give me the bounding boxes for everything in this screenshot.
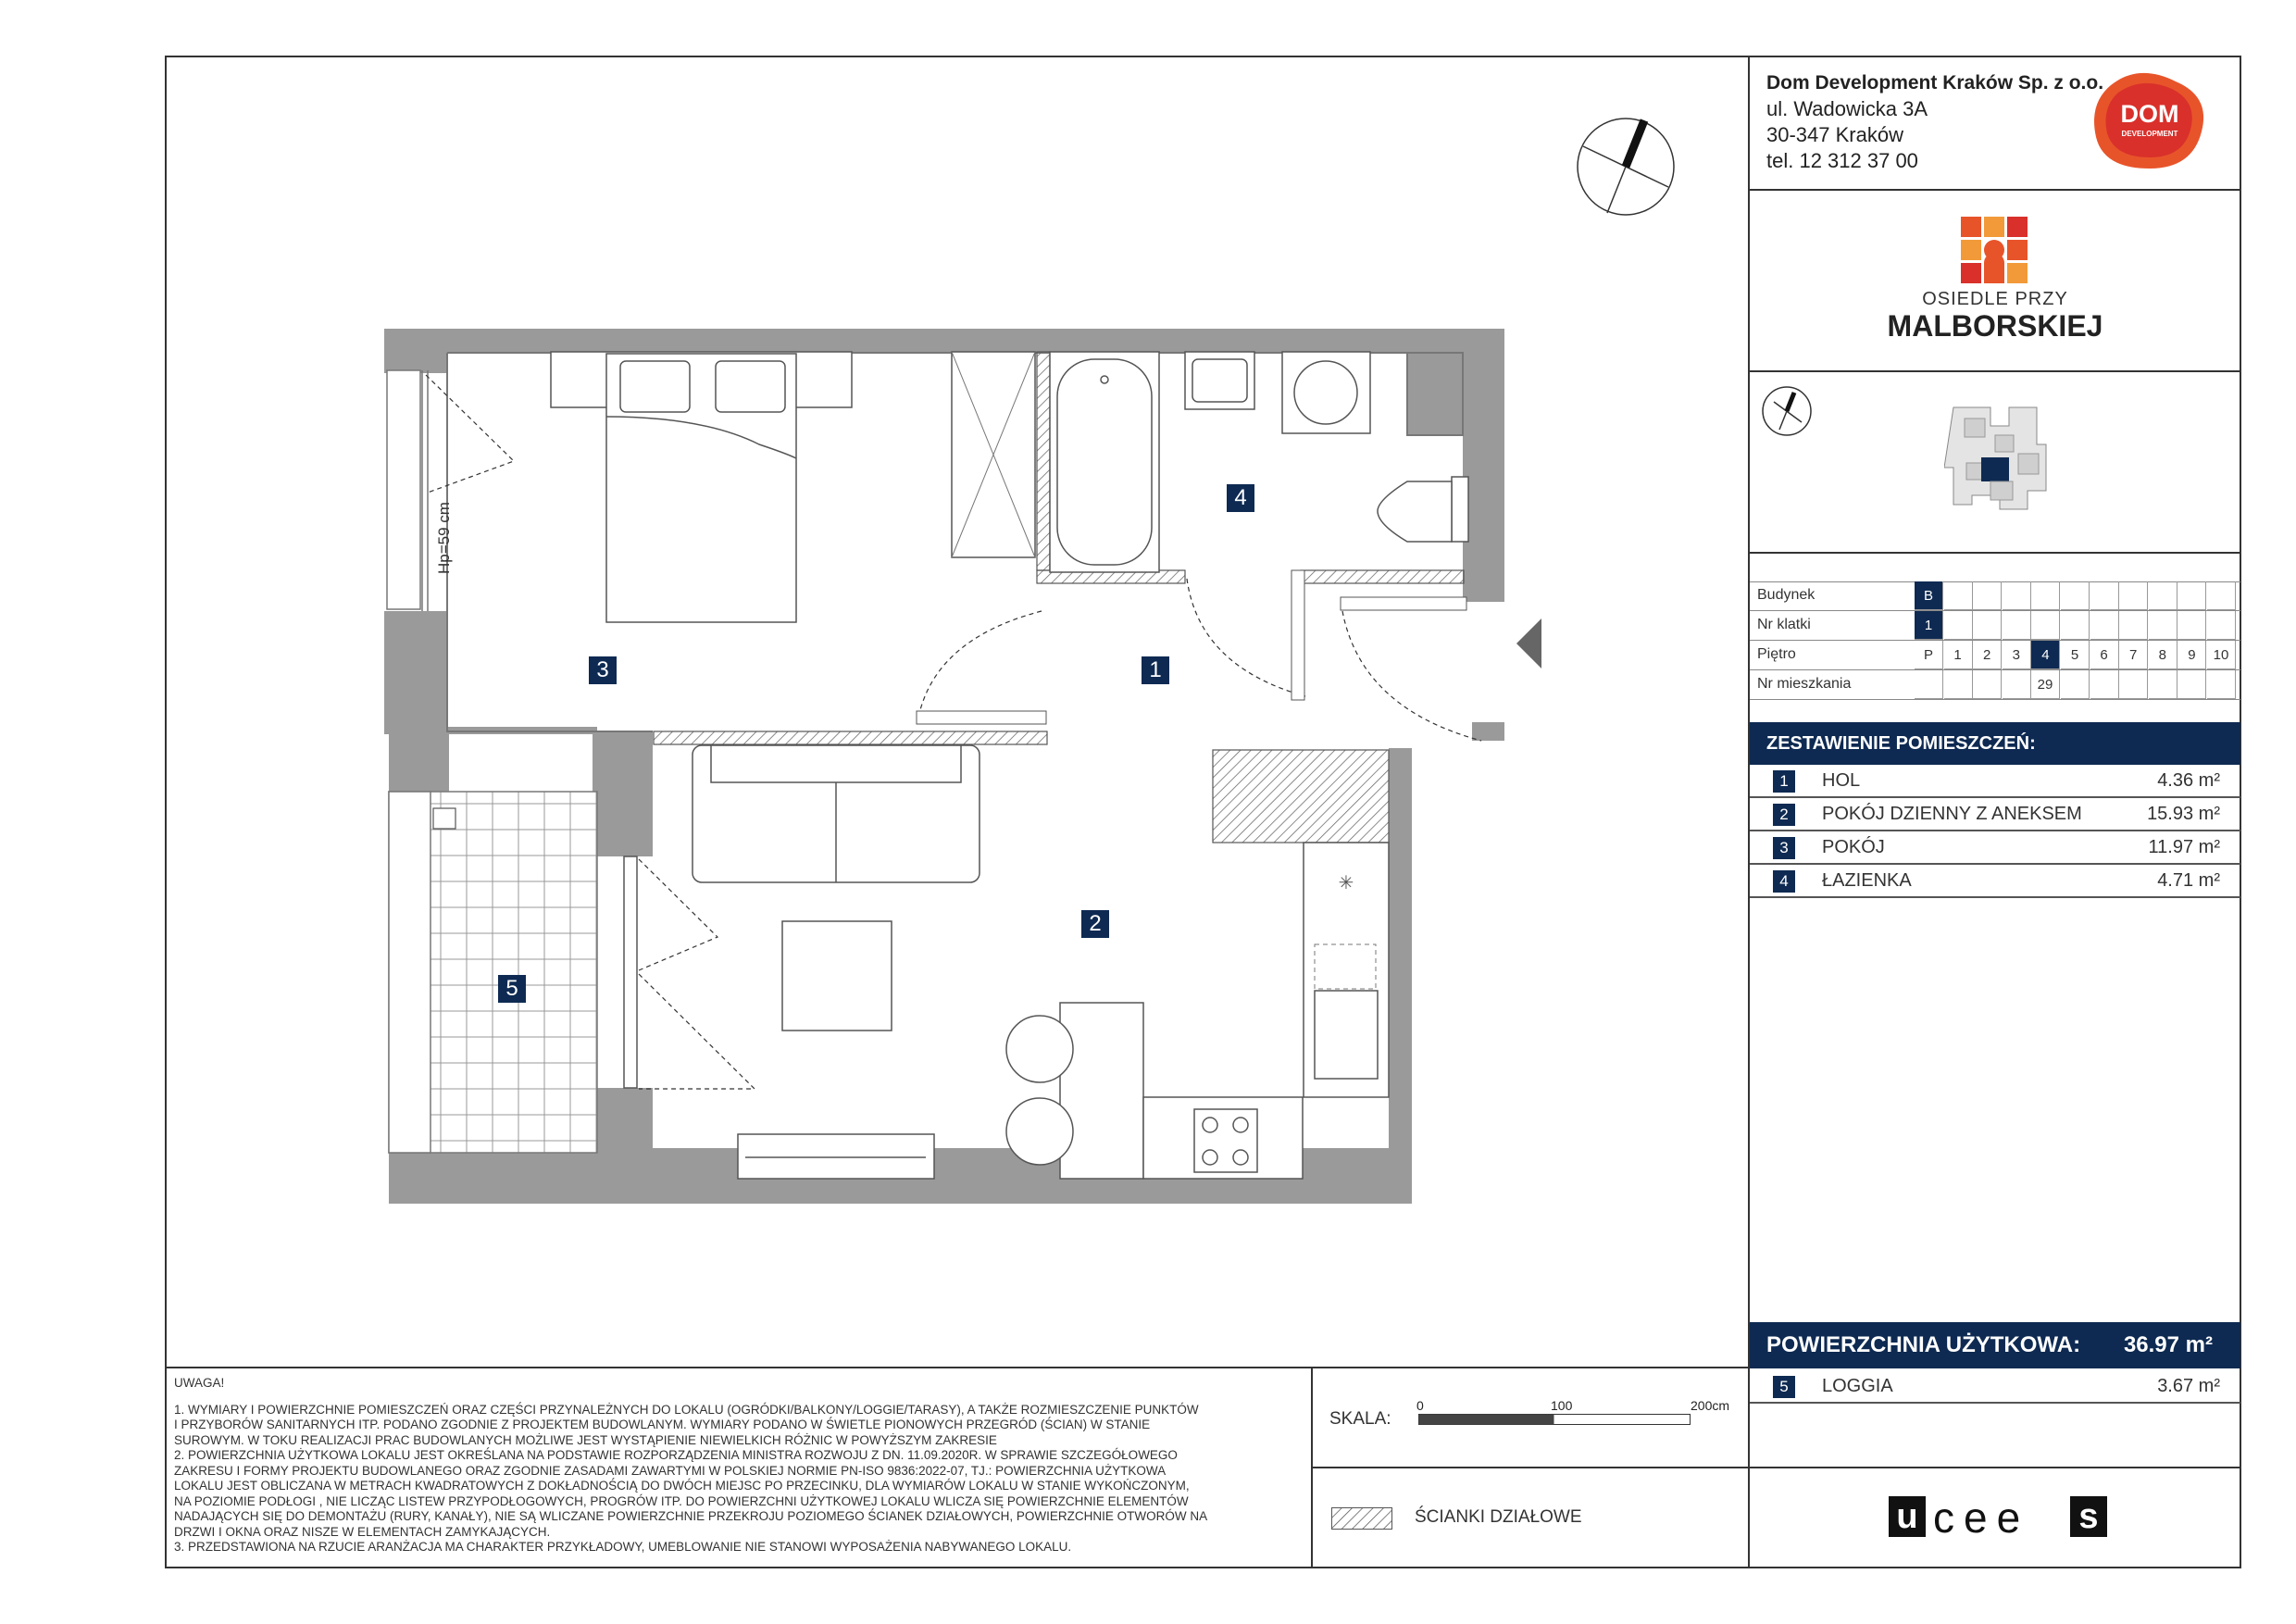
- table-cell: [1973, 581, 2002, 610]
- floor-cell: 5: [2061, 641, 2090, 669]
- ucees-logo: [1889, 1493, 2111, 1542]
- room-area: 4.71 m²: [2157, 870, 2220, 891]
- klatka-label: Nr klatki: [1757, 617, 1811, 632]
- pietro-label: Piętro: [1757, 646, 1796, 662]
- table-line: [1750, 610, 2240, 611]
- room-area: 3.67 m²: [2157, 1376, 2220, 1396]
- notes-title: UWAGA!: [174, 1376, 225, 1390]
- notes-lines: [174, 1403, 1299, 1555]
- company-city: 30-347 Kraków: [1766, 123, 1903, 146]
- room-name: POKÓJ: [1822, 837, 1885, 857]
- floor-cell: 9: [2177, 641, 2206, 669]
- project-logo-icon: [1961, 217, 2028, 283]
- table-cell: [1944, 611, 1973, 640]
- klatka-value: 1: [1915, 611, 1943, 640]
- logo-text-development: DEVELOPMENT: [2121, 130, 2178, 138]
- table-line: [1750, 669, 2240, 670]
- room-tag-4: 4: [1227, 484, 1254, 512]
- floor-cell: 10: [2207, 641, 2236, 669]
- table-cell: [2177, 670, 2206, 699]
- dom-development-logo: [2083, 65, 2213, 176]
- floor-cell: 2: [1973, 641, 2002, 669]
- room-tag-5: 5: [498, 975, 526, 1003]
- table-cell: [2061, 670, 2090, 699]
- table-line: [1750, 699, 2240, 700]
- note-line: I PRZYBORÓW SANITARNYCH ITP. PODANO ZGODNIE Z PROJEKTEM BUDOWLANYM. WYMIARY PODANO W ŚWIETLE PIONOWYCH PRZEGRÓD (ŚCIAN) W STANIE: [174, 1418, 1151, 1431]
- sill-height-label: Hp=59 cm: [435, 502, 453, 574]
- room-number: 5: [1773, 1376, 1795, 1398]
- sofa: [693, 745, 980, 882]
- total-area-bar: [1750, 1322, 2240, 1368]
- floor-cell: P: [1915, 641, 1943, 669]
- table-cell: [2003, 670, 2031, 699]
- table-cell: [2003, 611, 2031, 640]
- table-cell: [2003, 581, 2031, 610]
- table-cell: [2149, 611, 2177, 640]
- note-line: NADAJĄCYCH SIĘ DO DEMONTAŻU (RURY, KANAŁY), NIE SĄ WLICZANE POWIERZCHNIE PRZEKROJU POZIOMEGO ŚCIANEK DZIAŁOWYCH, POWIERZCHNIE OTWORÓW NA: [174, 1509, 1208, 1523]
- table-cell: [2149, 581, 2177, 610]
- note-line: ZAKRESU I FORMY PROJEKTU BUDOWLANEGO ORAZ ZGODNIE ZASADAMI ZAWARTYMI W POLSKIEJ NORMIE PN-ISO 9836:2022-07, TJ.: POWIERZCHNIA UŻYTKOWA: [174, 1463, 1167, 1478]
- sidebar-sep: [1748, 370, 2240, 372]
- scale-tick-100: 100: [1551, 1398, 1573, 1413]
- svg-text:✳: ✳: [1338, 871, 1354, 893]
- scale-tick-0: 0: [1416, 1398, 1424, 1413]
- table-cell: [2119, 581, 2148, 610]
- scale-bar: [1418, 1413, 1691, 1424]
- room-tag-3: 3: [589, 656, 617, 684]
- table-cell: [1973, 670, 2002, 699]
- table-cell: [2177, 581, 2206, 610]
- note-line: 3. PRZEDSTAWIONA NA RZUCIE ARANŻACJA MA CHARAKTER PRZYKŁADOWY, UMEBLOWANIE NIE STANOWI WYPOSAŻENIA NABYWANEGO LOKALU.: [174, 1540, 1072, 1554]
- notes-block: [174, 1376, 1299, 1555]
- room-tag-1: 1: [1142, 656, 1169, 684]
- logo-text-dom: DOM: [2120, 100, 2179, 128]
- ucees-logo-text: cee: [1933, 1493, 2030, 1542]
- sidebar-sep: [1748, 189, 2240, 191]
- tv-cabinet: [738, 1134, 934, 1179]
- table-cell: [2090, 611, 2119, 640]
- compass-icon: [1574, 115, 1678, 219]
- room-number: 4: [1773, 870, 1795, 893]
- compass-small-icon: [1759, 383, 1815, 439]
- rooms-header: ZESTAWIENIE POMIESZCZEŃ:: [1750, 722, 2240, 765]
- room-tag-2: 2: [1081, 910, 1109, 938]
- room-row: [1750, 831, 2240, 865]
- room-area: 4.36 m²: [2157, 770, 2220, 791]
- coffee-table: [782, 921, 892, 1031]
- key-plan-map: [1944, 398, 2055, 528]
- table-cell: [2207, 670, 2236, 699]
- sidebar-sep: [1748, 1467, 2240, 1468]
- bathroom-sink: [1185, 352, 1254, 409]
- room-name: ŁAZIENKA: [1822, 870, 1912, 891]
- table-cell: [1973, 611, 2002, 640]
- table-cell: [1944, 581, 1973, 610]
- floor-plan: [380, 324, 1546, 1213]
- partition-wall-swatch: [1331, 1507, 1392, 1530]
- floor-cell: 7: [2119, 641, 2148, 669]
- room-number: 3: [1773, 837, 1795, 859]
- room-area: 15.93 m²: [2147, 804, 2220, 824]
- room-row: [1750, 865, 2240, 898]
- washing-machine: [1282, 352, 1370, 433]
- table-cell: [2119, 670, 2148, 699]
- floor-cell: 8: [2149, 641, 2177, 669]
- floor-cell: 4: [2031, 641, 2060, 669]
- partition-wall-label: ŚCIANKI DZIAŁOWE: [1415, 1507, 1582, 1527]
- budynek-value: B: [1915, 581, 1943, 610]
- scale-tick-200: 200cm: [1691, 1398, 1730, 1413]
- floor-cell: 1: [1944, 641, 1973, 669]
- bed: [551, 352, 852, 622]
- note-line: NA POZIOMIE PODŁOGI , NIE LICZĄC LISTEW PRZYPODŁOGOWYCH, PROGRÓW ITP. DO POWIERZCHNI UŻYTKOWEJ LOKALU WLICZA SIĘ POWIERZCHNIE ELEMENTÓW: [174, 1493, 1189, 1508]
- room-area: 11.97 m²: [2148, 837, 2220, 857]
- floor-cell: 3: [2003, 641, 2031, 669]
- ucees-logo-s: s: [2070, 1496, 2107, 1537]
- company-phone: tel. 12 312 37 00: [1766, 149, 1918, 172]
- project-name-line1: OSIEDLE PRZY: [1922, 289, 2068, 309]
- table-cell: [1915, 670, 1943, 699]
- company-street: ul. Wadowicka 3A: [1766, 97, 1928, 120]
- scale-label: SKALA:: [1329, 1409, 1391, 1429]
- total-area-value: 36.97 m²: [2123, 1332, 2213, 1357]
- mieszkanie-label: Nr mieszkania: [1757, 676, 1852, 692]
- table-cell: [2207, 611, 2236, 640]
- table-cell: [2090, 670, 2119, 699]
- room-number: 1: [1773, 770, 1795, 793]
- note-line: 2. POWIERZCHNIA UŻYTKOWA LOKALU JEST OKREŚLANA NA PODSTAWIE ROZPORZĄDZENIA MINISTRA ROZWOJU Z DN. 11.09.2020R. W SPRAWIE SZCZEGÓŁOWEGO: [174, 1448, 1178, 1462]
- bedroom-window: [387, 370, 428, 611]
- ucees-logo-u: u: [1889, 1496, 1926, 1537]
- total-area-label: POWIERZCHNIA UŻYTKOWA:: [1766, 1332, 2081, 1357]
- project-name-line2: MALBORSKIEJ: [1887, 309, 2103, 343]
- note-line: 1. WYMIARY I POWIERZCHNIE POMIESZCZEŃ ORAZ CZĘŚCI PRZYNALEŻNYCH DO LOKALU (OGRÓDKI/BALKONY/LOGGIE/TARASY), A TAKŻE ROZMIESZCZENIE PUNKTÓW: [174, 1402, 1199, 1417]
- table-cell: [2207, 581, 2236, 610]
- note-line: SUROWYM. W TOKU REALIZACJI PRAC BUDOWLANYCH MOŻLIWE JEST WYSTĄPIENIE NIEWIELKICH RÓŻNIC W POWYŻSZYM ZAKRESIE: [174, 1432, 997, 1447]
- floor-cell: 6: [2090, 641, 2119, 669]
- table-cell: [2031, 611, 2060, 640]
- room-row: [1750, 765, 2240, 798]
- toilet: [1378, 477, 1468, 542]
- notes-divider: [165, 1367, 1750, 1368]
- note-line: LOKALU JEST OBLICZANA W METRACH KWADRATOWYCH Z DOKŁADNOŚCIĄ DO DWÓCH MIEJSC PO PRZECINKU, DLA WYMIARÓW LOKALU W STANIE WYKOŃCZONYM,: [174, 1479, 1190, 1493]
- room-number: 2: [1773, 804, 1795, 826]
- table-cell: [2061, 581, 2090, 610]
- sidebar-sep: [1748, 552, 2240, 554]
- mieszkanie-value: 29: [2031, 670, 2060, 699]
- room-row: [1750, 798, 2240, 831]
- table-cell: [2031, 581, 2060, 610]
- company-info: [1766, 70, 2103, 174]
- extra-room-row: [1750, 1370, 2240, 1404]
- bathtub: [1050, 352, 1159, 572]
- table-cell: [1944, 670, 1973, 699]
- table-cell: [2177, 611, 2206, 640]
- note-line: DRZWI I OKNA ORAZ NISZE W ELEMENTACH ZAMYKAJĄCYCH.: [174, 1524, 551, 1539]
- dining-set: [1006, 1003, 1143, 1179]
- scale-legend-divider: [1311, 1467, 1750, 1468]
- floor-plan-drawing: [380, 324, 1546, 1213]
- room-name: POKÓJ DZIENNY Z ANEKSEM: [1822, 804, 2082, 824]
- entrance-arrow: [1516, 618, 1541, 668]
- table-cell: [2090, 581, 2119, 610]
- table-line: [1750, 640, 2240, 641]
- company-name: Dom Development Kraków Sp. z o.o.: [1766, 72, 2104, 94]
- table-cell: [2149, 670, 2177, 699]
- table-cell: [2061, 611, 2090, 640]
- room-name: LOGGIA: [1822, 1376, 1893, 1396]
- table-cell: [2119, 611, 2148, 640]
- budynek-label: Budynek: [1757, 587, 1816, 603]
- room-name: HOL: [1822, 770, 1861, 791]
